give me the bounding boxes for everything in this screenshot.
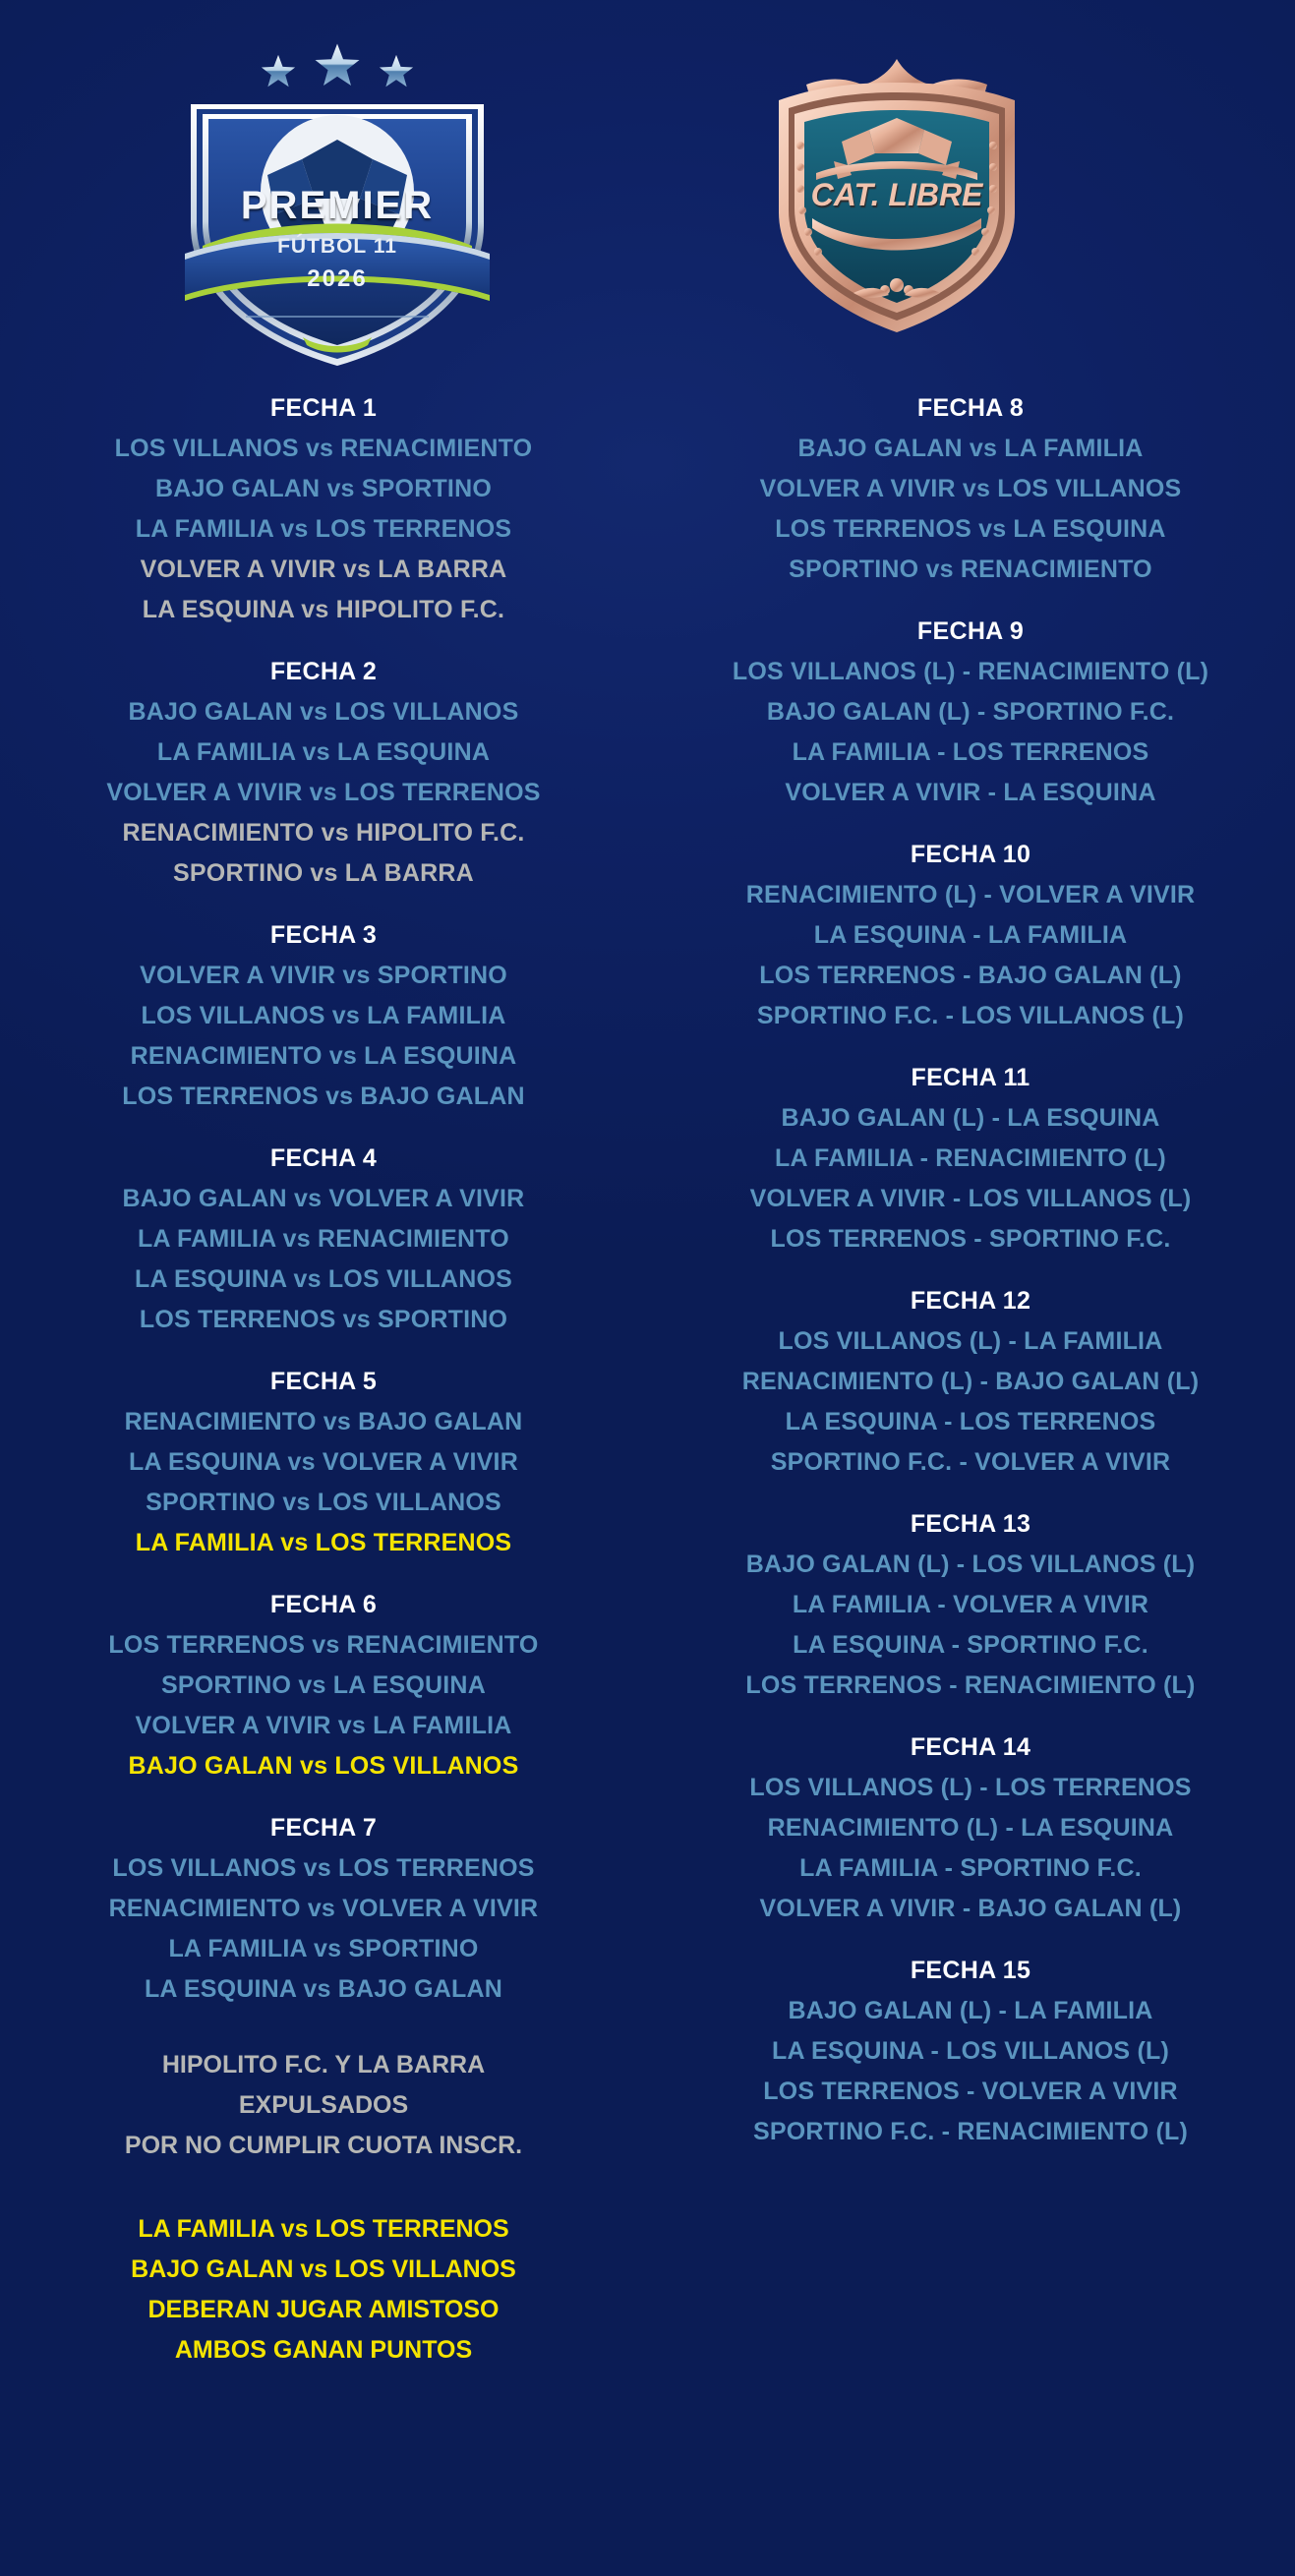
premier-shield-graphic — [185, 98, 490, 366]
fecha-block — [20, 652, 627, 894]
fecha-block — [20, 388, 627, 630]
match-row: LA FAMILIA vs LA ESQUINA — [156, 738, 491, 766]
match-row: LOS VILLANOS vs LOS TERRENOS — [112, 1854, 535, 1882]
match-row: SPORTINO vs LA BARRA — [173, 859, 474, 887]
fecha-block — [20, 1362, 627, 1563]
match-row: RENACIMIENTO (L) - BAJO GALAN (L) — [741, 1368, 1200, 1395]
stars-group — [260, 41, 415, 95]
match-row: BAJO GALAN vs LA FAMILIA — [797, 435, 1144, 462]
fecha-block — [667, 1727, 1274, 1929]
match-row: VOLVER A VIVIR vs LA FAMILIA — [135, 1712, 512, 1739]
fecha-title: FECHA 9 — [916, 617, 1025, 645]
premier-subtitle: FÚTBOL 11 — [277, 235, 397, 258]
fixture-columns — [0, 388, 1295, 2371]
star-icon — [260, 53, 297, 95]
match-row: LA FAMILIA vs SPORTINO — [168, 1935, 479, 1962]
note-line: BAJO GALAN vs LOS VILLANOS — [131, 2255, 516, 2283]
right-column — [647, 388, 1294, 2371]
cat-libre-logo — [749, 51, 1044, 336]
match-row: VOLVER A VIVIR vs LA BARRA — [140, 556, 507, 583]
note-line: AMBOS GANAN PUNTOS — [174, 2336, 473, 2364]
logo-header — [0, 0, 1295, 388]
note-line: POR NO CUMPLIR CUOTA INSCR. — [124, 2132, 523, 2159]
match-row: LA FAMILIA - RENACIMIENTO (L) — [775, 1144, 1166, 1172]
match-row: SPORTINO F.C. - LOS VILLANOS (L) — [756, 1002, 1185, 1029]
match-row: BAJO GALAN vs LOS VILLANOS — [128, 1752, 519, 1780]
match-row: LOS VILLANOS vs RENACIMIENTO — [114, 435, 533, 462]
match-row: LOS TERRENOS vs LA ESQUINA — [775, 515, 1166, 543]
cat-libre-title: CAT. LIBRE — [810, 177, 983, 212]
fecha-title: FECHA 7 — [269, 1814, 378, 1842]
fecha-title: FECHA 14 — [910, 1733, 1031, 1761]
match-row: LA ESQUINA - LOS TERRENOS — [785, 1408, 1156, 1435]
fecha-title: FECHA 13 — [910, 1510, 1031, 1538]
match-row: BAJO GALAN (L) - LOS VILLANOS (L) — [745, 1551, 1196, 1578]
match-row: LA FAMILIA vs RENACIMIENTO — [138, 1225, 509, 1253]
match-row: LOS VILLANOS vs LA FAMILIA — [141, 1002, 506, 1029]
match-row: LA ESQUINA - LOS VILLANOS (L) — [772, 2037, 1169, 2065]
fecha-title: FECHA 2 — [269, 658, 378, 685]
match-row: SPORTINO F.C. - VOLVER A VIVIR — [770, 1448, 1171, 1476]
match-row: LA ESQUINA - SPORTINO F.C. — [793, 1631, 1148, 1659]
match-row: LOS VILLANOS (L) - LA FAMILIA — [778, 1327, 1163, 1355]
fecha-title: FECHA 6 — [269, 1591, 378, 1618]
match-row: LA ESQUINA vs BAJO GALAN — [144, 1975, 503, 2003]
star-icon — [378, 53, 415, 95]
match-row: LA ESQUINA - LA FAMILIA — [813, 921, 1128, 949]
note-block — [20, 2209, 627, 2371]
left-column — [0, 388, 647, 2371]
match-row: LOS VILLANOS (L) - RENACIMIENTO (L) — [732, 658, 1209, 685]
match-row: LA FAMILIA - SPORTINO F.C. — [799, 1854, 1142, 1882]
match-row: SPORTINO F.C. - RENACIMIENTO (L) — [752, 2118, 1189, 2145]
match-row: LA FAMILIA - VOLVER A VIVIR — [792, 1591, 1149, 1618]
note-line: LA FAMILIA vs LOS TERRENOS — [138, 2215, 509, 2243]
match-row: LOS TERRENOS - SPORTINO F.C. — [770, 1225, 1171, 1253]
match-row: RENACIMIENTO vs VOLVER A VIVIR — [108, 1895, 539, 1922]
match-row: BAJO GALAN vs VOLVER A VIVIR — [122, 1185, 525, 1212]
match-row: BAJO GALAN (L) - SPORTINO F.C. — [766, 698, 1175, 726]
fecha-block — [667, 835, 1274, 1036]
match-row: RENACIMIENTO vs LA ESQUINA — [130, 1042, 517, 1070]
match-row: RENACIMIENTO vs BAJO GALAN — [124, 1408, 523, 1435]
match-row: VOLVER A VIVIR - LA ESQUINA — [785, 779, 1156, 806]
match-row: RENACIMIENTO (L) - VOLVER A VIVIR — [745, 881, 1196, 908]
match-row: VOLVER A VIVIR vs LOS VILLANOS — [759, 475, 1182, 502]
star-icon — [313, 41, 362, 95]
note-line: DEBERAN JUGAR AMISTOSO — [147, 2296, 500, 2323]
fecha-title: FECHA 15 — [910, 1957, 1031, 1984]
match-row: LOS TERRENOS vs RENACIMIENTO — [108, 1631, 539, 1659]
premier-logo — [185, 41, 490, 366]
fecha-block — [20, 1139, 627, 1340]
match-row: LA FAMILIA - LOS TERRENOS — [792, 738, 1149, 766]
fecha-block — [667, 612, 1274, 813]
fecha-title: FECHA 4 — [269, 1144, 378, 1172]
fecha-block — [667, 1281, 1274, 1483]
match-row: LOS VILLANOS (L) - LOS TERRENOS — [749, 1774, 1192, 1801]
match-row: LOS TERRENOS - BAJO GALAN (L) — [759, 962, 1182, 989]
note-line: EXPULSADOS — [238, 2091, 409, 2119]
fecha-block — [20, 1585, 627, 1786]
match-row: VOLVER A VIVIR vs SPORTINO — [140, 962, 507, 989]
fecha-block — [20, 1808, 627, 2010]
premier-year: 2026 — [307, 265, 368, 292]
premier-title: PREMIER — [240, 184, 435, 227]
fecha-block — [667, 1951, 1274, 2152]
match-row: SPORTINO vs LA ESQUINA — [161, 1671, 486, 1699]
fecha-block — [667, 388, 1274, 590]
match-row: SPORTINO vs RENACIMIENTO — [789, 556, 1152, 583]
fecha-title: FECHA 11 — [911, 1064, 1030, 1091]
match-row: LA FAMILIA vs LOS TERRENOS — [135, 515, 512, 543]
fecha-block — [20, 915, 627, 1117]
fecha-title: FECHA 1 — [269, 394, 378, 422]
fecha-title: FECHA 12 — [910, 1287, 1031, 1315]
fecha-title: FECHA 3 — [269, 921, 378, 949]
note-block — [20, 2045, 627, 2166]
match-row: VOLVER A VIVIR vs LOS TERRENOS — [106, 779, 541, 806]
match-row: BAJO GALAN (L) - LA ESQUINA — [781, 1104, 1160, 1132]
match-row: VOLVER A VIVIR - BAJO GALAN (L) — [759, 1895, 1182, 1922]
match-row: LOS TERRENOS vs BAJO GALAN — [122, 1083, 525, 1110]
match-row: BAJO GALAN vs LOS VILLANOS — [128, 698, 519, 726]
fecha-block — [667, 1058, 1274, 1259]
match-row: LA FAMILIA vs LOS TERRENOS — [135, 1529, 512, 1556]
match-row: LOS TERRENOS - RENACIMIENTO (L) — [745, 1671, 1196, 1699]
match-row: LA ESQUINA vs LOS VILLANOS — [135, 1265, 512, 1293]
match-row: LOS TERRENOS - VOLVER A VIVIR — [763, 2078, 1178, 2105]
match-row: SPORTINO vs LOS VILLANOS — [146, 1489, 501, 1516]
fecha-block — [667, 1504, 1274, 1706]
match-row: RENACIMIENTO vs HIPOLITO F.C. — [122, 819, 525, 847]
match-row: RENACIMIENTO (L) - LA ESQUINA — [767, 1814, 1174, 1842]
match-row: LOS TERRENOS vs SPORTINO — [139, 1306, 508, 1333]
note-line: HIPOLITO F.C. Y LA BARRA — [161, 2051, 486, 2078]
fecha-title: FECHA 8 — [916, 394, 1025, 422]
fecha-title: FECHA 5 — [269, 1368, 378, 1395]
match-row: LA ESQUINA vs HIPOLITO F.C. — [142, 596, 505, 623]
match-row: BAJO GALAN (L) - LA FAMILIA — [788, 1997, 1153, 2024]
match-row: LA ESQUINA vs VOLVER A VIVIR — [129, 1448, 518, 1476]
match-row: BAJO GALAN vs SPORTINO — [155, 475, 492, 502]
match-row: VOLVER A VIVIR - LOS VILLANOS (L) — [749, 1185, 1192, 1212]
fecha-title: FECHA 10 — [910, 841, 1031, 868]
